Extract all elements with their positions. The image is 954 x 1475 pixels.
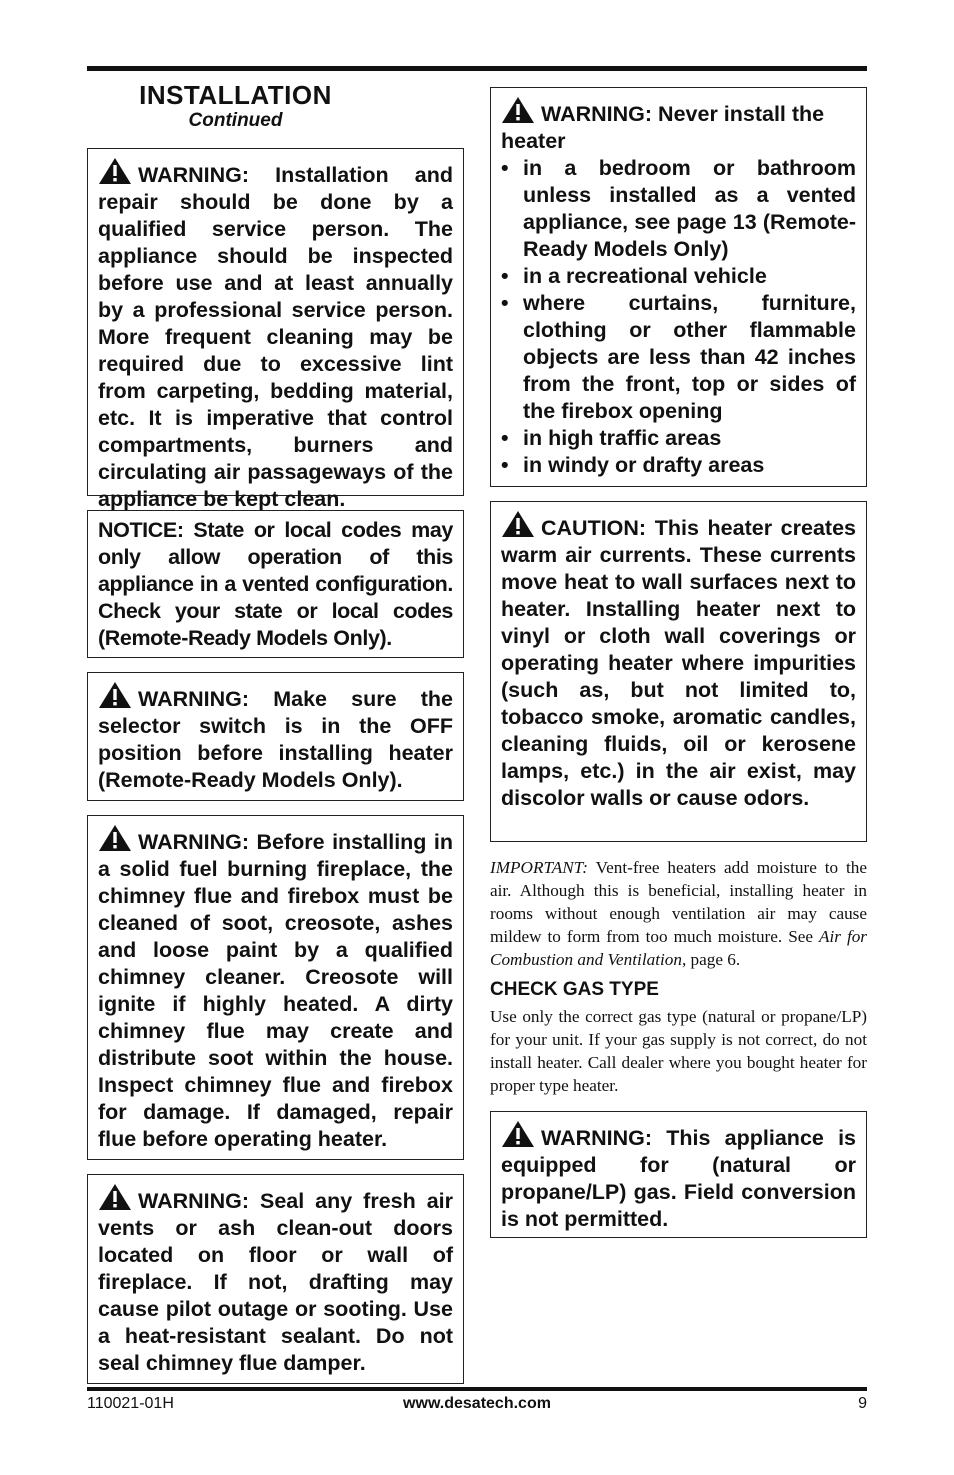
warning-box-chimney: [87, 815, 464, 1160]
warning-triangle-icon: [98, 1183, 132, 1211]
section-subtitle: Continued: [188, 110, 283, 131]
warning-box-gas: [490, 1111, 867, 1238]
caution-box: [490, 501, 867, 842]
list-item: • in windy or drafty areas: [501, 452, 856, 479]
check-gas-heading: CHECK GAS TYPE: [490, 979, 659, 1000]
warning-text: WARNING: Make sure the selector switch is in the OFF position before installing heater (Remote-Ready Models Only).: [98, 687, 453, 792]
warning-triangle-icon: [501, 1120, 535, 1148]
caution-triangle-icon: [501, 510, 535, 538]
website-link[interactable]: www.desatech.com: [403, 1395, 551, 1412]
warning-triangle-icon: [98, 157, 132, 185]
important-text: Vent-free heaters add moisture to the air. Although this is beneficial, installing heater in rooms without enough ventilation air may cause mildew to form from too much moisture. See: [490, 858, 867, 946]
warning-text: WARNING: Seal any fresh air vents or ash clean-out doors located on floor or wall of fireplace. If not, drafting may cause pilot outage or sooting. Use a heat-resistant sealant. Do not seal chimney flue damper.: [98, 1189, 453, 1375]
right-column: [490, 87, 867, 1252]
warning-triangle-icon: [98, 824, 132, 852]
document-code: 110021-01H: [87, 1395, 174, 1412]
caution-text: CAUTION: This heater creates warm air currents. These currents move heat to wall surfaces next to heater. Installing heater next to vinyl or cloth wall coverings or operating heater where impurities (such as, but not limited to, tobacco smoke, aromatic candles, cleaning fluids, oil or kerosene lamps, etc.) in the air exist, may discolor walls or cause odors.: [501, 516, 856, 810]
warning-box-installation: [87, 148, 464, 511]
warning-bullet-list: [501, 155, 856, 479]
warning-text: WARNING: Before installing in a solid fuel burning fireplace, the chimney flue and firebox must be cleaned of soot, creosote, ashes and loose paint by a qualified chimney cleaner. Creosote will ignite if highly heated. A dirty chimney flue may create and distribute soot within the house. Inspect chimney flue and firebox for damage. If damaged, repair flue before operating heater.: [98, 830, 453, 1151]
important-reference: Air for Combustion and Ventilation: [490, 927, 867, 969]
important-paragraph: [490, 856, 867, 971]
warning-intro: WARNING: Never install the heater: [501, 102, 825, 153]
important-page: , page 6.: [681, 950, 741, 969]
important-label: IMPORTANT:: [490, 858, 589, 877]
warning-triangle-icon: [501, 96, 535, 124]
left-column: [87, 80, 464, 1398]
warning-text: WARNING: This appliance is equipped for (natural or propane/LP) gas. Field conversion is not permitted.: [501, 1126, 856, 1231]
warning-text: WARNING: Installation and repair should be done by a qualified service person. The appliance should be inspected before use and at least annually by a professional service person. More frequent cleaning may be required due to excessive lint from carpeting, bedding material, etc. It is imperative that control compartments, burners and circulating air passageways of the appliance be kept clean.: [98, 163, 453, 511]
list-item: • in a recreational vehicle: [501, 263, 856, 290]
warning-box-seal: [87, 1174, 464, 1384]
section-title: INSTALLATION: [139, 80, 332, 110]
notice-box: [87, 510, 464, 658]
check-gas-paragraph: Use only the correct gas type (natural or propane/LP) for your unit. If your gas supply is not correct, do not install heater. Call dealer where you bought heater for proper type heater.: [490, 1007, 867, 1095]
notice-text: NOTICE: State or local codes may only allow operation of this appliance in a vented configuration. Check your state or local codes (Remote-Ready Models Only).: [98, 518, 453, 650]
list-item: • where curtains, furniture, clothing or other flammable objects are less than 42 inches from the front, top or sides of the firebox opening: [501, 290, 856, 425]
warning-box-selector: [87, 672, 464, 801]
list-item: • in high traffic areas: [501, 425, 856, 452]
page-number: 9: [858, 1395, 867, 1412]
top-rule: [87, 66, 867, 71]
list-item: • in a bedroom or bathroom unless installed as a vented appliance, see page 13 (Remote-Ready Models Only): [501, 155, 856, 263]
warning-triangle-icon: [98, 681, 132, 709]
warning-box-never-install: [490, 87, 867, 487]
bottom-rule: [87, 1387, 867, 1391]
page-footer: [87, 1395, 867, 1417]
